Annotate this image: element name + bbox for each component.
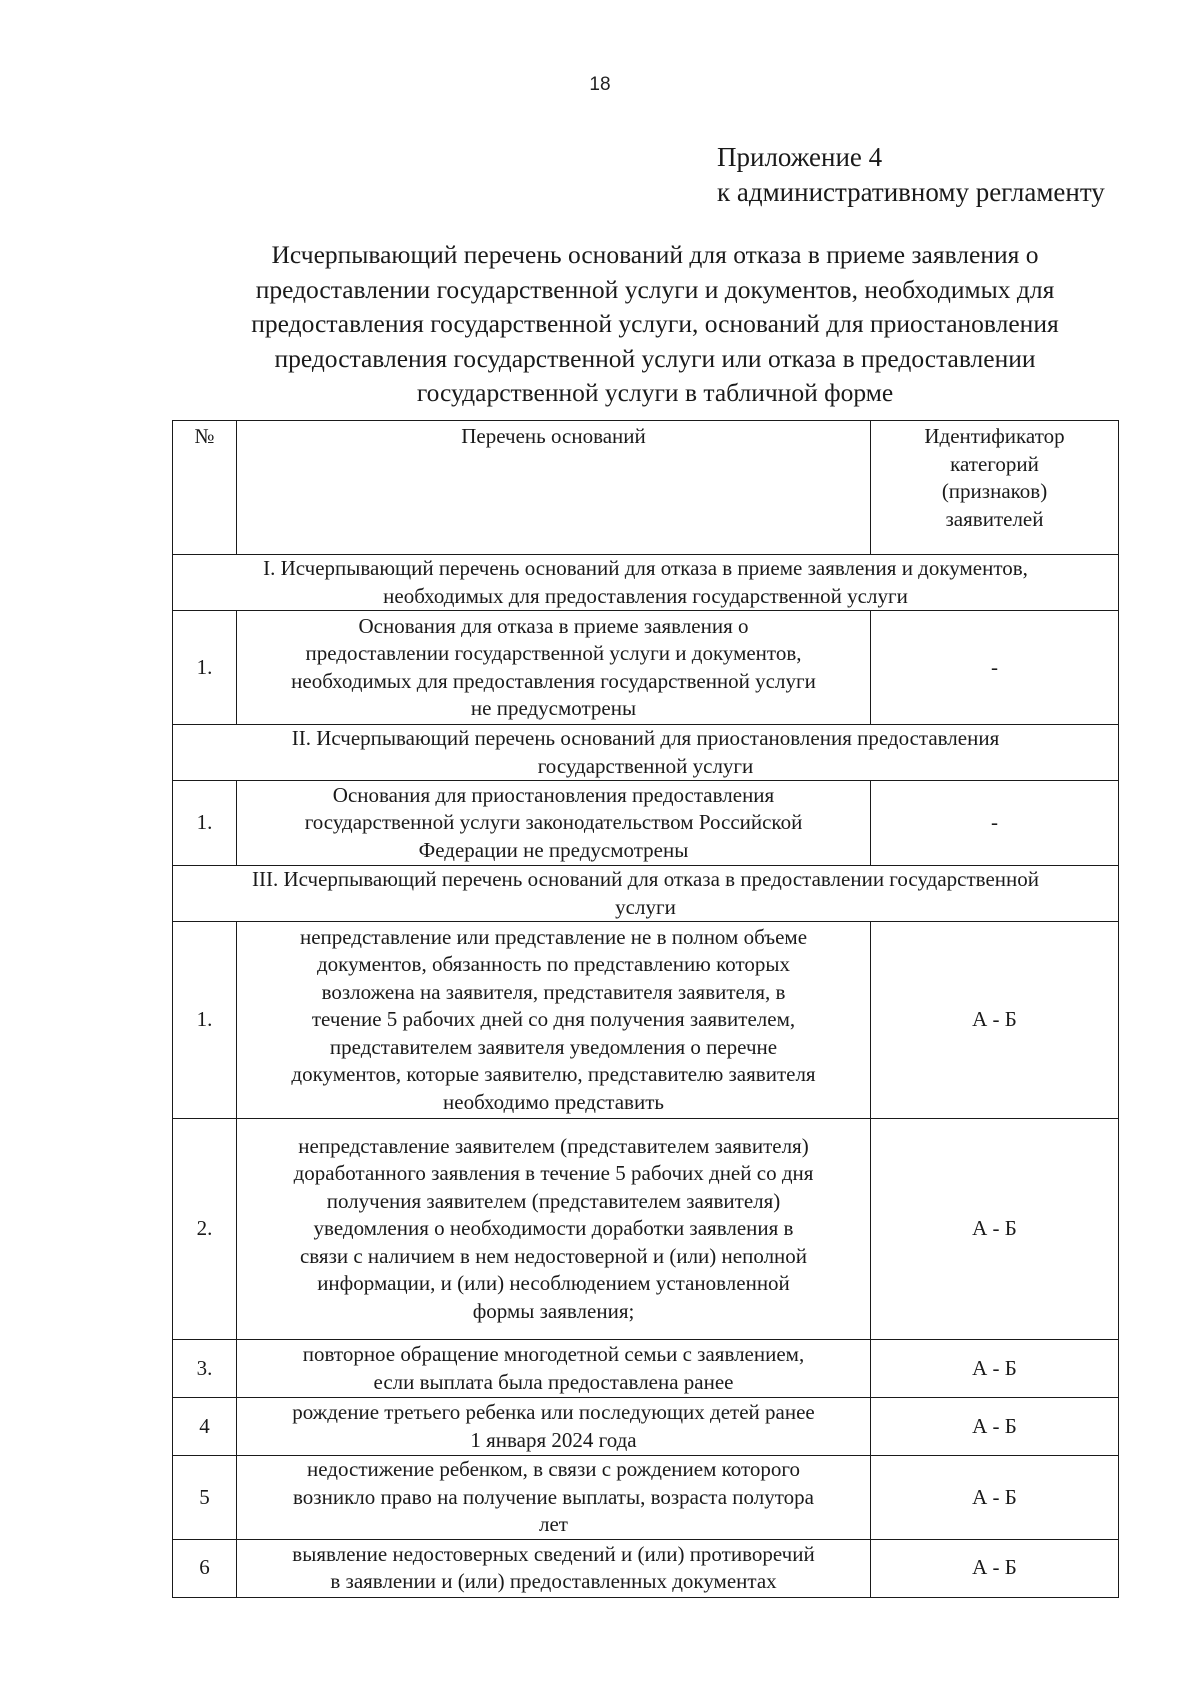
header-number: № — [173, 421, 237, 555]
header-identifier: Идентификатор категорий (признаков) заявителей — [871, 421, 1119, 555]
row-number: 4 — [173, 1398, 237, 1456]
section-heading-row — [173, 725, 1119, 781]
row-number: 1. — [173, 922, 237, 1119]
header-grounds: Перечень оснований — [237, 421, 871, 555]
section-heading: III. Исчерпывающий перечень оснований для отказа в предоставлении государственной услуги — [173, 866, 1119, 922]
row-identifier: А - Б — [871, 922, 1119, 1119]
row-identifier: А - Б — [871, 1340, 1119, 1398]
row-text: Основания для приостановления предоставления государственной услуги законодательством Российской Федерации не предусмотрены — [237, 781, 871, 866]
row-text: повторное обращение многодетной семьи с заявлением, если выплата была предоставлена ранее — [237, 1340, 871, 1398]
row-text: недостижение ребенком, в связи с рождением которого возникло право на получение выплаты, возраста полутора лет — [237, 1456, 871, 1540]
table-header-row — [173, 421, 1119, 555]
row-identifier: А - Б — [871, 1398, 1119, 1456]
table-row — [173, 1539, 1119, 1597]
row-identifier: А - Б — [871, 1456, 1119, 1540]
table-row — [173, 1340, 1119, 1398]
section-heading: II. Исчерпывающий перечень оснований для приостановления предоставления государственной услуги — [173, 725, 1119, 781]
document-title: Исчерпывающий перечень оснований для отказа в приеме заявления о предоставлении государственной услуги и документов, необходимых для предоставления государственной услуги, оснований для приостановления предоставления государственной услуги или отказа в предоставлении государственной услуги в табличной форме — [251, 240, 1059, 407]
table-row — [173, 781, 1119, 866]
grounds-table — [172, 420, 1119, 1598]
table-row — [173, 1456, 1119, 1540]
row-identifier: А - Б — [871, 1119, 1119, 1340]
row-identifier: - — [871, 611, 1119, 725]
table-row — [173, 611, 1119, 725]
row-text: выявление недостоверных сведений и (или) противоречий в заявлении и (или) предоставленных документах — [237, 1539, 871, 1597]
appendix-line-2: к административному регламенту — [717, 177, 1105, 207]
row-number: 6 — [173, 1539, 237, 1597]
section-heading-row — [173, 555, 1119, 611]
table-row — [173, 922, 1119, 1119]
row-number: 2. — [173, 1119, 237, 1340]
row-number: 3. — [173, 1340, 237, 1398]
section-heading-row — [173, 866, 1119, 922]
row-number: 1. — [173, 781, 237, 866]
page-number: 18 — [589, 74, 611, 95]
row-text: Основания для отказа в приеме заявления о предоставлении государственной услуги и документов, необходимых для предоставления государственной услуги не предусмотрены — [237, 611, 871, 725]
table-row — [173, 1398, 1119, 1456]
row-text: непредставление заявителем (представителем заявителя) доработанного заявления в течение 5 рабочих дней со дня получения заявителем (представителем заявителя) уведомления о необходимости доработки заявления в связи с наличием в нем недостоверной и (или) неполной информации, и (или) несоблюдением установленной формы заявления; — [237, 1119, 871, 1340]
section-heading: I. Исчерпывающий перечень оснований для отказа в приеме заявления и документов, необходимых для предоставления государственной услуги — [173, 555, 1119, 611]
table-row — [173, 1119, 1119, 1340]
row-number: 5 — [173, 1456, 237, 1540]
row-identifier: - — [871, 781, 1119, 866]
appendix-note — [717, 140, 1105, 210]
row-text: рождение третьего ребенка или последующих детей ранее 1 января 2024 года — [237, 1398, 871, 1456]
row-number: 1. — [173, 611, 237, 725]
appendix-line-1: Приложение 4 — [717, 142, 883, 172]
row-identifier: А - Б — [871, 1539, 1119, 1597]
row-text: непредставление или представление не в полном объеме документов, обязанность по представлению которых возложена на заявителя, представителя заявителя, в течение 5 рабочих дней со дня получения заявителем, представителем заявителя уведомления о перечне документов, которые заявителю, представителю заявителя необходимо представить — [237, 922, 871, 1119]
